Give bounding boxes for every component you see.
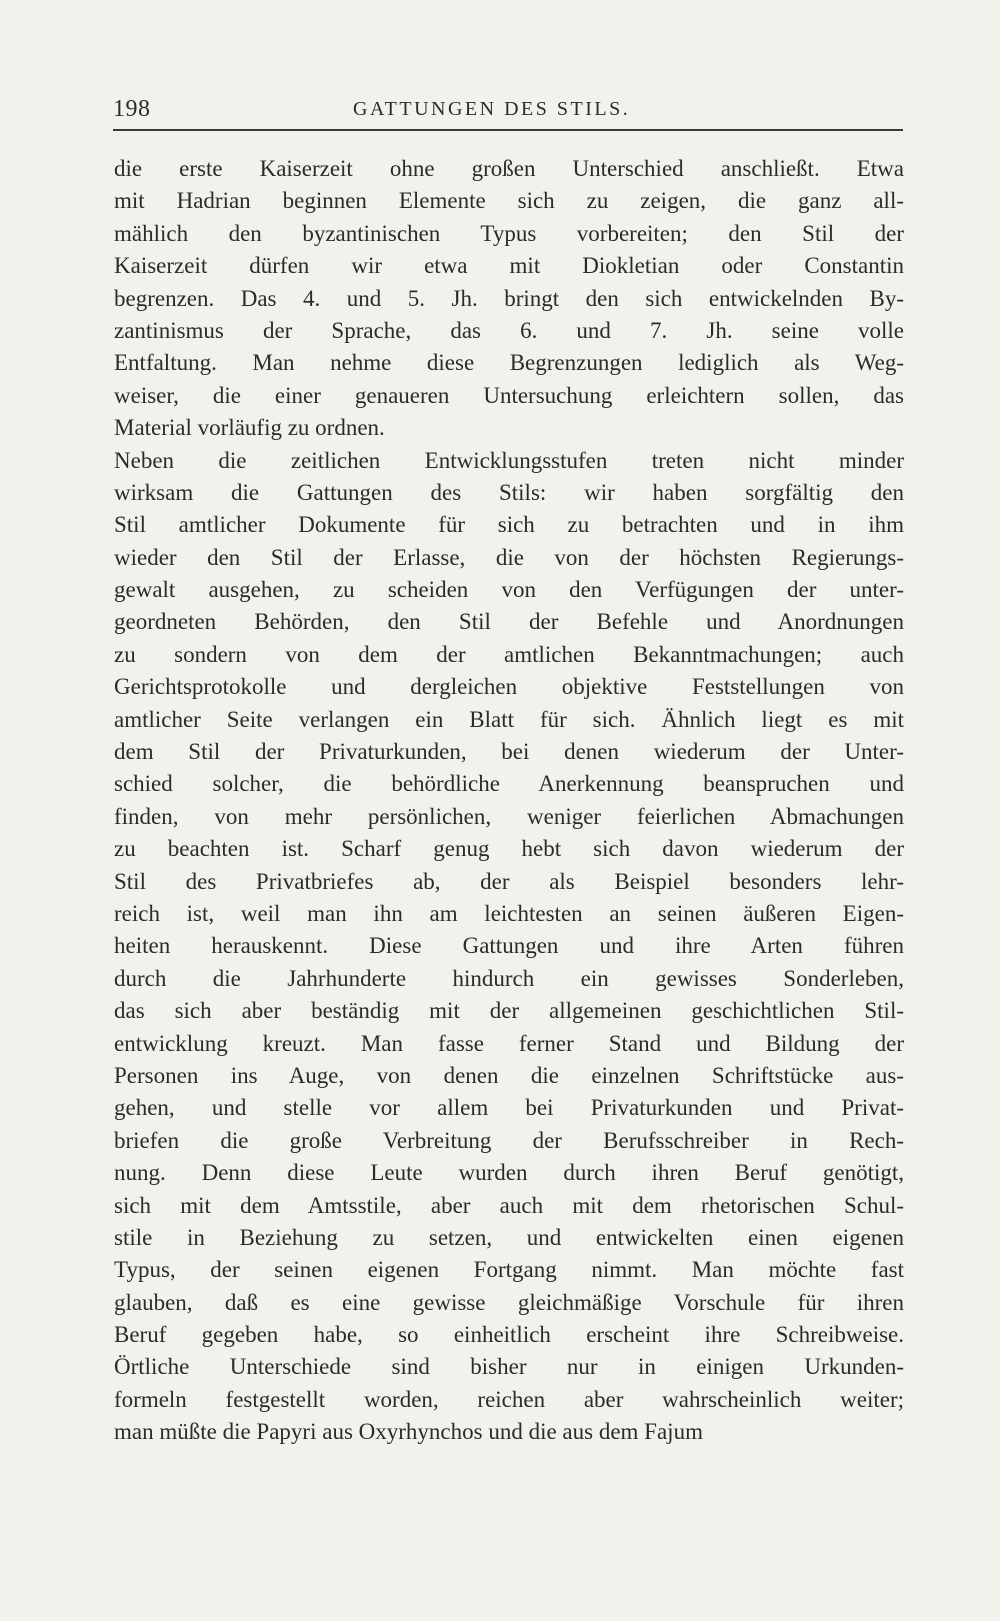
text-line: wirksam die Gattungen des Stils: wir haben sorgfältig den [114, 479, 904, 505]
text-line: entwicklung kreuzt. Man fasse ferner Stand und Bildung der [114, 1030, 904, 1056]
text-line: geordneten Behörden, den Stil der Befehle und Anordnungen [114, 609, 904, 635]
text-line: amtlicher Seite verlangen ein Blatt für sich. Ähnlich liegt es mit [114, 706, 904, 732]
text-line: finden, von mehr persönlichen, weniger feierlichen Abmachungen [114, 803, 904, 829]
text-line: Neben die zeitlichen Entwicklungsstufen treten nicht minder [114, 447, 904, 473]
text-line: dem Stil der Privaturkunden, bei denen wiederum der Unter- [114, 739, 904, 765]
text-line: Beruf gegeben habe, so einheitlich erscheint ihre Schreibweise. [114, 1322, 904, 1348]
text-line: briefen die große Verbreitung der Berufsschreiber in Rech- [114, 1127, 904, 1153]
text-line: Entfaltung. Man nehme diese Begrenzungen lediglich als Weg- [114, 350, 904, 376]
text-line: weiser, die einer genaueren Untersuchung erleichtern sollen, das [114, 382, 904, 408]
text-line: heiten herauskennt. Diese Gattungen und ihre Arten führen [114, 933, 904, 959]
text-line: glauben, daß es eine gewisse gleichmäßige Vorschule für ihren [114, 1289, 904, 1315]
text-line: Stil des Privatbriefes ab, der als Beispiel besonders lehr- [114, 868, 904, 894]
text-line: schied solcher, die behördliche Anerkennung beanspruchen und [114, 771, 904, 797]
body-text [114, 153, 904, 1449]
text-line: Kaiserzeit dürfen wir etwa mit Diokletian oder Constantin [114, 253, 904, 279]
text-line: mählich den byzantinischen Typus vorbereiten; den Stil der [114, 220, 904, 246]
text-line: stile in Beziehung zu setzen, und entwickelten einen eigenen [114, 1224, 904, 1250]
text-line: Stil amtlicher Dokumente für sich zu betrachten und in ihm [114, 512, 904, 538]
text-line: zu sondern von dem der amtlichen Bekanntmachungen; auch [114, 641, 904, 667]
text-line: durch die Jahrhunderte hindurch ein gewisses Sonderleben, [114, 965, 904, 991]
text-line: Typus, der seinen eigenen Fortgang nimmt. Man möchte fast [114, 1257, 904, 1283]
text-line: die erste Kaiserzeit ohne großen Unterschied anschließt. Etwa [114, 156, 904, 181]
page-header [113, 96, 903, 130]
text-line: Personen ins Auge, von denen die einzelnen Schriftstücke aus- [114, 1062, 904, 1088]
text-line: mit Hadrian beginnen Elemente sich zu zeigen, die ganz all- [114, 188, 904, 214]
text-line: sich mit dem Amtsstile, aber auch mit dem rhetorischen Schul- [114, 1192, 904, 1218]
text-line: Örtliche Unterschiede sind bisher nur in einigen Urkunden- [114, 1354, 904, 1380]
text-line: das sich aber beständig mit der allgemeinen geschichtlichen Stil- [114, 998, 904, 1024]
text-line: begrenzen. Das 4. und 5. Jh. bringt den sich entwickelnden By- [114, 285, 904, 311]
page-number: 198 [113, 96, 151, 122]
text-line: gewalt ausgehen, zu scheiden von den Verfügungen der unter- [114, 577, 904, 603]
text-line: wieder den Stil der Erlasse, die von der höchsten Regierungs- [114, 544, 904, 570]
text-line: Material vorläufig zu ordnen. [114, 415, 385, 441]
text-line: man müßte die Papyri aus Oxyrhynchos und die aus dem Fajum [114, 1419, 703, 1445]
text-line: Gerichtsprotokolle und dergleichen objektive Feststellungen von [114, 674, 904, 700]
running-title: GATTUNGEN DES STILS. [353, 98, 631, 120]
header-rule [113, 129, 903, 131]
text-line: zantinismus der Sprache, das 6. und 7. Jh. seine volle [114, 317, 904, 343]
text-line: nung. Denn diese Leute wurden durch ihren Beruf genötigt, [114, 1160, 904, 1186]
text-line: reich ist, weil man ihn am leichtesten an seinen äußeren Eigen- [114, 900, 904, 926]
text-line: gehen, und stelle vor allem bei Privaturkunden und Privat- [114, 1095, 904, 1121]
text-line: formeln festgestellt worden, reichen aber wahrscheinlich weiter; [114, 1386, 904, 1412]
text-line: zu beachten ist. Scharf genug hebt sich davon wiederum der [114, 836, 904, 862]
